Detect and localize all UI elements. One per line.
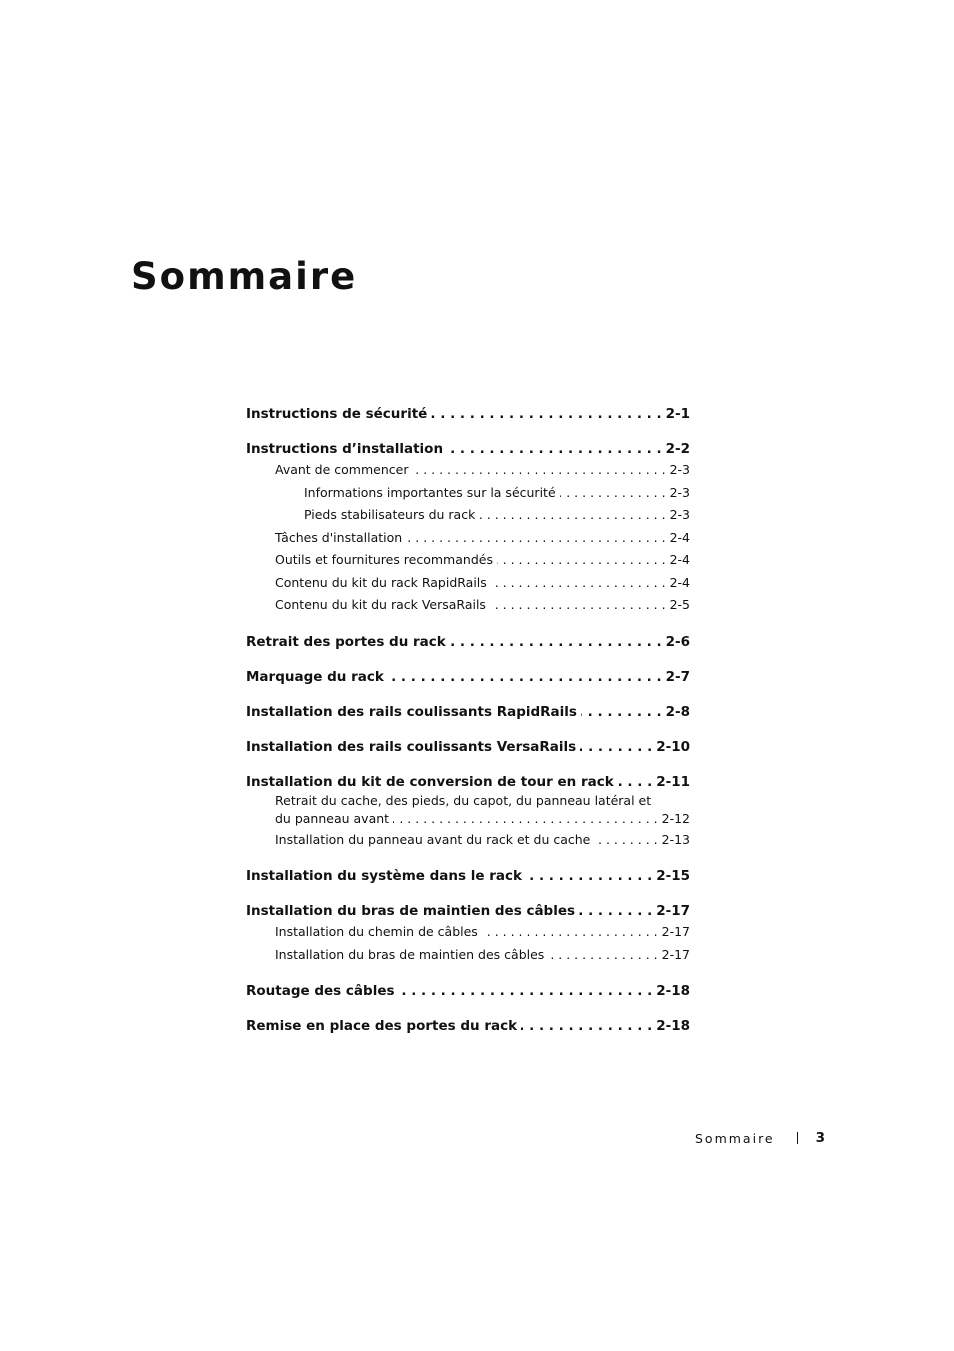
toc-subentry[interactable] <box>246 572 690 595</box>
toc-entry-page: 2-12 <box>661 810 690 826</box>
toc-entry-title: Retrait des portes du rack <box>246 633 446 650</box>
toc-entry[interactable] <box>246 772 690 792</box>
toc-leader-dots <box>393 809 658 829</box>
toc-entry-page: 2-4 <box>669 552 690 567</box>
footer-section-label: Sommaire <box>695 1130 775 1146</box>
toc-leader-dots <box>521 1016 652 1036</box>
toc-entry-title: Marquage du rack <box>246 668 384 685</box>
toc-entry-title: Pieds stabilisateurs du rack <box>304 507 476 522</box>
toc-entry-title-line2: du panneau avant <box>275 810 390 826</box>
toc-entry-page: 2-10 <box>656 738 690 755</box>
table-of-contents <box>246 404 690 1036</box>
toc-entry[interactable] <box>246 866 690 886</box>
toc-subentry[interactable] <box>246 549 690 572</box>
toc-entry-page: 2-18 <box>656 1018 690 1034</box>
toc-entry-title: Installation du kit de conversion de tour en rack <box>246 773 614 790</box>
toc-leader-dots <box>594 829 657 852</box>
toc-entry-title: Informations importantes sur la sécurité <box>304 484 556 500</box>
toc-leader-dots <box>560 482 666 505</box>
toc-leader-dots <box>482 921 658 944</box>
toc-entry[interactable] <box>246 737 690 757</box>
toc-entry-page: 2-18 <box>656 983 690 999</box>
toc-subentry[interactable] <box>246 829 690 852</box>
toc-entry-page: 2-15 <box>656 868 690 884</box>
toc-entry-title: Installation des rails coulissants RapidRails <box>246 703 577 720</box>
footer-divider <box>797 1132 798 1144</box>
toc-entry-title: Installation du bras de maintien des câbles <box>275 946 545 962</box>
toc-leader-dots <box>579 901 652 921</box>
toc-entry-title: Contenu du kit du rack RapidRails <box>275 574 487 590</box>
toc-leader-dots <box>526 866 652 886</box>
toc-leader-dots <box>618 772 653 792</box>
toc-entry-page: 2-1 <box>665 406 690 422</box>
toc-entry-title: Contenu du kit du rack VersaRails <box>275 597 486 612</box>
toc-entry-title: Installation du chemin de câbles <box>275 924 478 939</box>
toc-entry-title: Instructions de sécurité <box>246 406 428 422</box>
toc-entry[interactable] <box>246 1016 690 1036</box>
toc-entry-title: Instructions d’installation <box>246 441 444 457</box>
toc-entry-title: Installation du panneau avant du rack et du cache <box>275 831 591 847</box>
toc-entry-line2 <box>275 809 690 829</box>
toc-entry-title: Avant de commencer <box>275 462 409 477</box>
toc-entry-title-line1: Retrait du cache, des pieds, du capot, du panneau latéral et <box>275 792 652 808</box>
toc-leader-dots <box>491 572 666 595</box>
toc-subentry[interactable] <box>246 527 690 550</box>
toc-leader-dots <box>581 702 662 722</box>
toc-entry-page: 2-17 <box>661 946 690 962</box>
toc-entry[interactable] <box>246 702 690 722</box>
toc-leader-dots <box>548 944 657 967</box>
toc-entry-page: 2-5 <box>669 597 690 612</box>
toc-subentry[interactable] <box>246 921 690 944</box>
toc-entry-page: 2-4 <box>669 529 690 545</box>
footer-page-number: 3 <box>815 1130 826 1146</box>
toc-entry-page: 2-3 <box>669 507 690 522</box>
toc-entry-page: 2-17 <box>656 903 690 919</box>
toc-leader-dots <box>399 981 653 1001</box>
toc-entry-title: Installation des rails coulissants VersaRails <box>246 738 577 755</box>
toc-leader-dots <box>388 667 662 687</box>
toc-leader-dots <box>431 404 661 424</box>
toc-entry[interactable] <box>246 667 690 687</box>
toc-leader-dots <box>490 594 666 617</box>
toc-entry-page: 2-3 <box>669 462 690 477</box>
toc-entry-page: 2-17 <box>661 924 690 939</box>
toc-leader-dots <box>447 439 662 459</box>
toc-subsubentry[interactable] <box>246 504 690 527</box>
toc-entry-title: Outils et fournitures recommandés <box>275 552 493 567</box>
toc-subentry[interactable] <box>246 792 690 829</box>
toc-entry[interactable] <box>246 404 690 424</box>
toc-subsubentry[interactable] <box>246 482 690 505</box>
toc-entry-page: 2-7 <box>665 668 690 685</box>
toc-entry-page: 2-6 <box>665 633 690 650</box>
toc-entry-page: 2-8 <box>665 703 690 720</box>
toc-leader-dots <box>497 549 666 572</box>
toc-subentry[interactable] <box>246 944 690 967</box>
toc-entry-title: Routage des câbles <box>246 983 395 999</box>
toc-subentry[interactable] <box>246 594 690 617</box>
toc-entry-title: Tâches d'installation <box>275 529 403 545</box>
toc-entry[interactable] <box>246 901 690 921</box>
toc-entry-page: 2-3 <box>669 484 690 500</box>
toc-subentry[interactable] <box>246 459 690 482</box>
page-footer <box>695 1130 825 1146</box>
toc-leader-dots <box>580 737 652 757</box>
toc-entry-title: Remise en place des portes du rack <box>246 1018 518 1034</box>
toc-entry[interactable] <box>246 981 690 1001</box>
toc-entry[interactable] <box>246 632 690 652</box>
toc-entry[interactable] <box>246 439 690 459</box>
toc-leader-dots <box>412 459 665 482</box>
toc-leader-dots <box>406 527 665 550</box>
toc-leader-dots <box>479 504 665 527</box>
toc-entry-page: 2-4 <box>669 574 690 590</box>
toc-leader-dots <box>450 632 662 652</box>
toc-entry-title: Installation du bras de maintien des câbles <box>246 903 576 919</box>
toc-entry-page: 2-2 <box>665 441 690 457</box>
page-title: Sommaire <box>131 255 358 298</box>
toc-entry-title: Installation du système dans le rack <box>246 868 522 884</box>
toc-entry-page: 2-11 <box>656 773 690 790</box>
toc-entry-page: 2-13 <box>661 831 690 847</box>
